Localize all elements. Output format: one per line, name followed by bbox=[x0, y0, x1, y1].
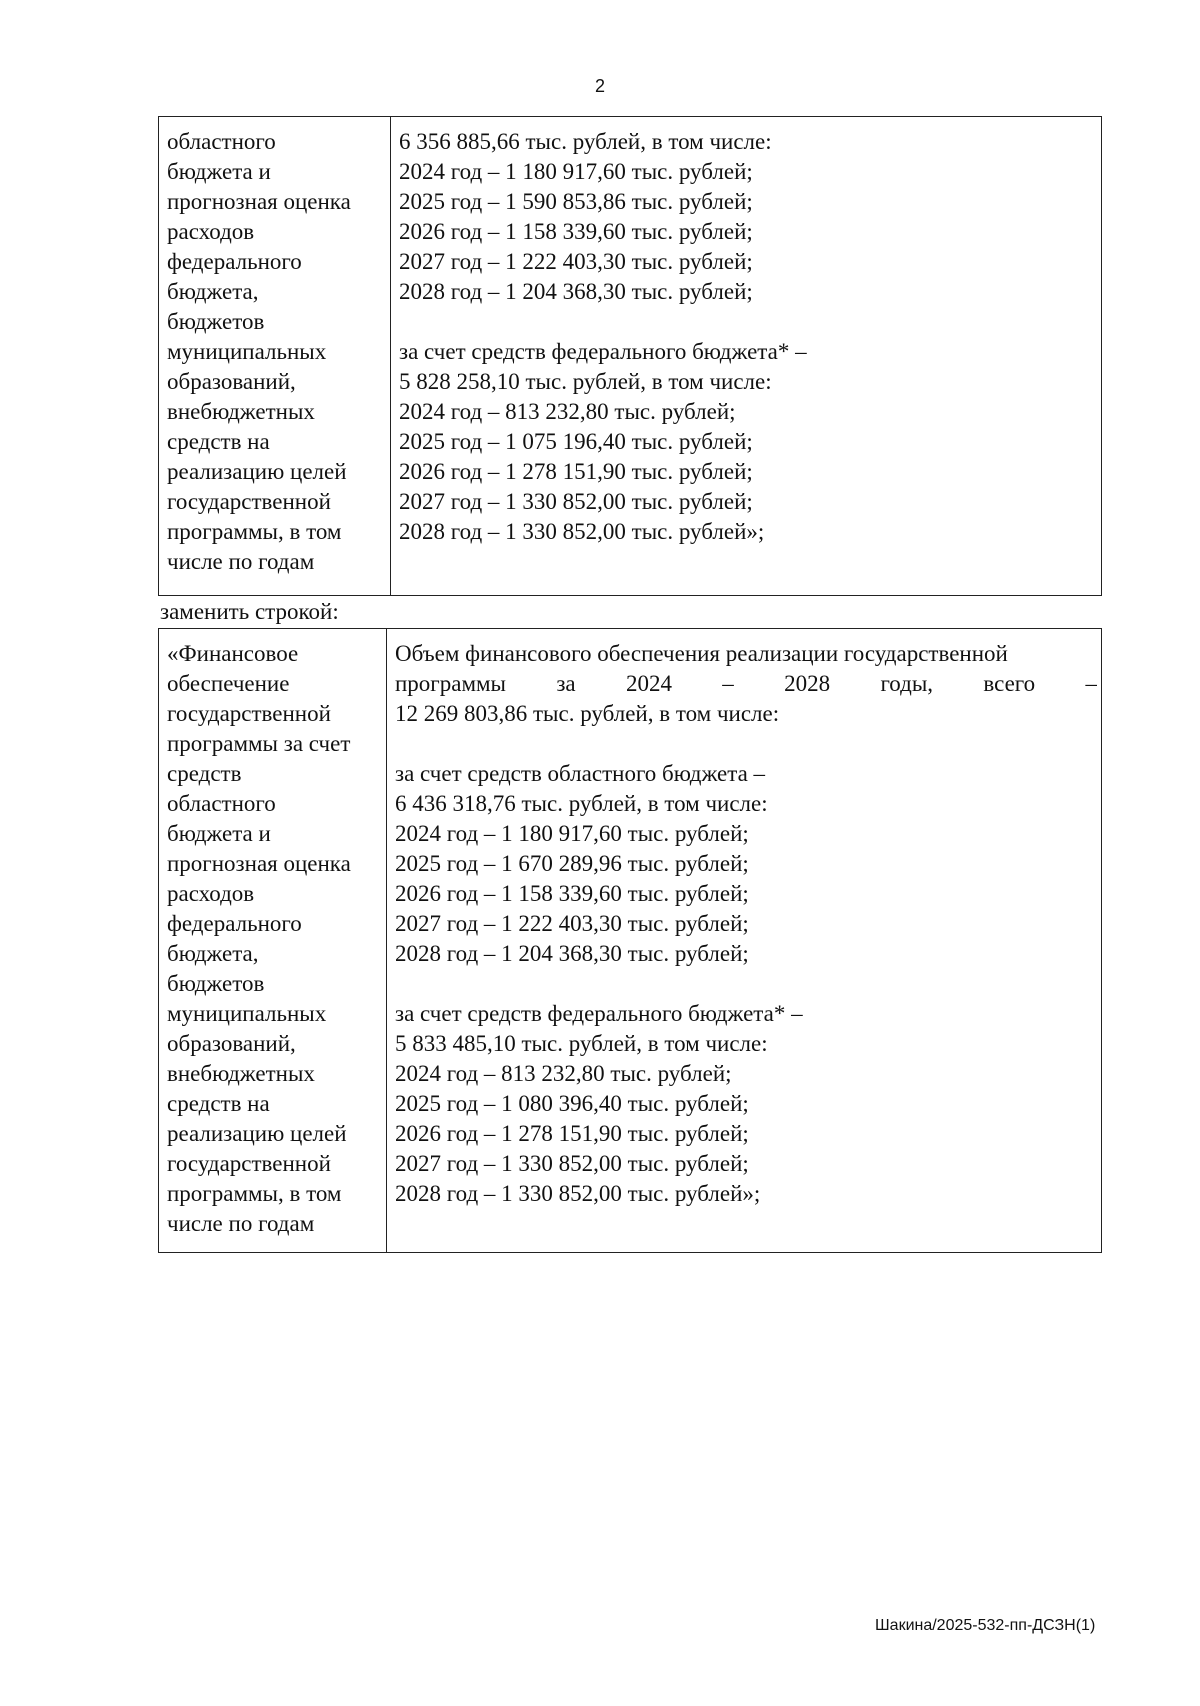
new-label-line: образований, bbox=[167, 1031, 296, 1056]
old-value-line: 5 828 258,10 тыс. рублей, в том числе: bbox=[399, 369, 772, 394]
new-value-line: 2025 год – 1 670 289,96 тыс. рублей; bbox=[395, 851, 749, 876]
old-value-line: 2027 год – 1 222 403,30 тыс. рублей; bbox=[399, 249, 753, 274]
new-row-table bbox=[158, 628, 1102, 1253]
old-value-line: 2026 год – 1 158 339,60 тыс. рублей; bbox=[399, 219, 753, 244]
new-value-line: 2028 год – 1 330 852,00 тыс. рублей»; bbox=[395, 1181, 761, 1206]
old-value-line: 2028 год – 1 204 368,30 тыс. рублей; bbox=[399, 279, 753, 304]
new-label-line: программы за счет bbox=[167, 731, 351, 756]
old-value-line: 2025 год – 1 075 196,40 тыс. рублей; bbox=[399, 429, 753, 454]
new-label-line: государственной bbox=[167, 1151, 331, 1176]
new-value-line: 2024 год – 813 232,80 тыс. рублей; bbox=[395, 1061, 732, 1086]
new-value-line: 6 436 318,76 тыс. рублей, в том числе: bbox=[395, 791, 768, 816]
old-label-line: образований, bbox=[167, 369, 296, 394]
document-code: Шакина/2025-532-пп-ДСЗН(1) bbox=[875, 1617, 1096, 1634]
old-value-line: за счет средств федерального бюджета* – bbox=[399, 339, 807, 364]
old-value-line: 6 356 885,66 тыс. рублей, в том числе: bbox=[399, 129, 772, 154]
old-row-table bbox=[158, 116, 1102, 596]
page-number: 2 bbox=[594, 76, 605, 96]
new-label-line: внебюджетных bbox=[167, 1061, 315, 1086]
old-label-line: государственной bbox=[167, 489, 331, 514]
old-label-line: бюджета, bbox=[167, 279, 259, 304]
new-value-line bbox=[395, 729, 1097, 759]
new-label-line: реализацию целей bbox=[167, 1121, 347, 1146]
new-row-value-cell bbox=[387, 629, 1101, 1252]
old-label-line: внебюджетных bbox=[167, 399, 315, 424]
new-label-line: средств bbox=[167, 761, 242, 786]
old-value-line bbox=[399, 307, 1097, 337]
new-value-line: Объем финансового обеспечения реализации государственной bbox=[395, 641, 1008, 666]
old-label-line: бюджета и bbox=[167, 159, 271, 184]
new-row-label-cell bbox=[159, 629, 387, 1252]
old-label-line: реализацию целей bbox=[167, 459, 347, 484]
new-label-line: бюджета и bbox=[167, 821, 271, 846]
new-label-line: обеспечение bbox=[167, 671, 290, 696]
new-value-line: 2028 год – 1 204 368,30 тыс. рублей; bbox=[395, 941, 749, 966]
old-label-line: муниципальных bbox=[167, 339, 327, 364]
new-value-line bbox=[395, 969, 1097, 999]
old-value-line: 2028 год – 1 330 852,00 тыс. рублей»; bbox=[399, 519, 765, 544]
old-label-line: числе по годам bbox=[167, 549, 315, 574]
new-label-line: «Финансовое bbox=[167, 641, 299, 666]
old-label-line: расходов bbox=[167, 219, 255, 244]
new-label-line: федерального bbox=[167, 911, 302, 936]
new-value-line: 2025 год – 1 080 396,40 тыс. рублей; bbox=[395, 1091, 749, 1116]
old-value-line: 2024 год – 1 180 917,60 тыс. рублей; bbox=[399, 159, 753, 184]
new-value-line: 2027 год – 1 222 403,30 тыс. рублей; bbox=[395, 911, 749, 936]
old-value-line: 2026 год – 1 278 151,90 тыс. рублей; bbox=[399, 459, 753, 484]
new-value-line: 2026 год – 1 158 339,60 тыс. рублей; bbox=[395, 881, 749, 906]
old-label-line: бюджетов bbox=[167, 309, 265, 334]
new-value-line: 2024 год – 1 180 917,60 тыс. рублей; bbox=[395, 821, 749, 846]
new-label-line: муниципальных bbox=[167, 1001, 327, 1026]
old-label-line: программы, в том bbox=[167, 519, 342, 544]
old-row-label-cell bbox=[159, 117, 391, 595]
new-value-line: 2027 год – 1 330 852,00 тыс. рублей; bbox=[395, 1151, 749, 1176]
new-label-line: расходов bbox=[167, 881, 255, 906]
new-value-line: за счет средств областного бюджета – bbox=[395, 761, 766, 786]
new-value-line: 12 269 803,86 тыс. рублей, в том числе: bbox=[395, 701, 780, 726]
new-value-line: за счет средств федерального бюджета* – bbox=[395, 1001, 803, 1026]
old-row-value-cell bbox=[391, 117, 1101, 595]
new-label-line: государственной bbox=[167, 701, 331, 726]
old-value-line: 2025 год – 1 590 853,86 тыс. рублей; bbox=[399, 189, 753, 214]
new-label-line: средств на bbox=[167, 1091, 270, 1116]
new-label-line: бюджета, bbox=[167, 941, 259, 966]
old-label-line: федерального bbox=[167, 249, 302, 274]
old-label-line: областного bbox=[167, 129, 276, 154]
new-label-line: числе по годам bbox=[167, 1211, 315, 1236]
new-label-line: бюджетов bbox=[167, 971, 265, 996]
replace-instruction: заменить строкой: bbox=[160, 599, 339, 624]
new-label-line: областного bbox=[167, 791, 276, 816]
old-label-line: средств на bbox=[167, 429, 270, 454]
new-value-line: 5 833 485,10 тыс. рублей, в том числе: bbox=[395, 1031, 768, 1056]
new-label-line: прогнозная оценка bbox=[167, 851, 351, 876]
old-value-line: 2024 год – 813 232,80 тыс. рублей; bbox=[399, 399, 736, 424]
new-value-line: программы за 2024 – 2028 годы, всего – bbox=[395, 671, 1097, 696]
new-value-line: 2026 год – 1 278 151,90 тыс. рублей; bbox=[395, 1121, 749, 1146]
old-value-line: 2027 год – 1 330 852,00 тыс. рублей; bbox=[399, 489, 753, 514]
new-label-line: программы, в том bbox=[167, 1181, 342, 1206]
old-label-line: прогнозная оценка bbox=[167, 189, 351, 214]
